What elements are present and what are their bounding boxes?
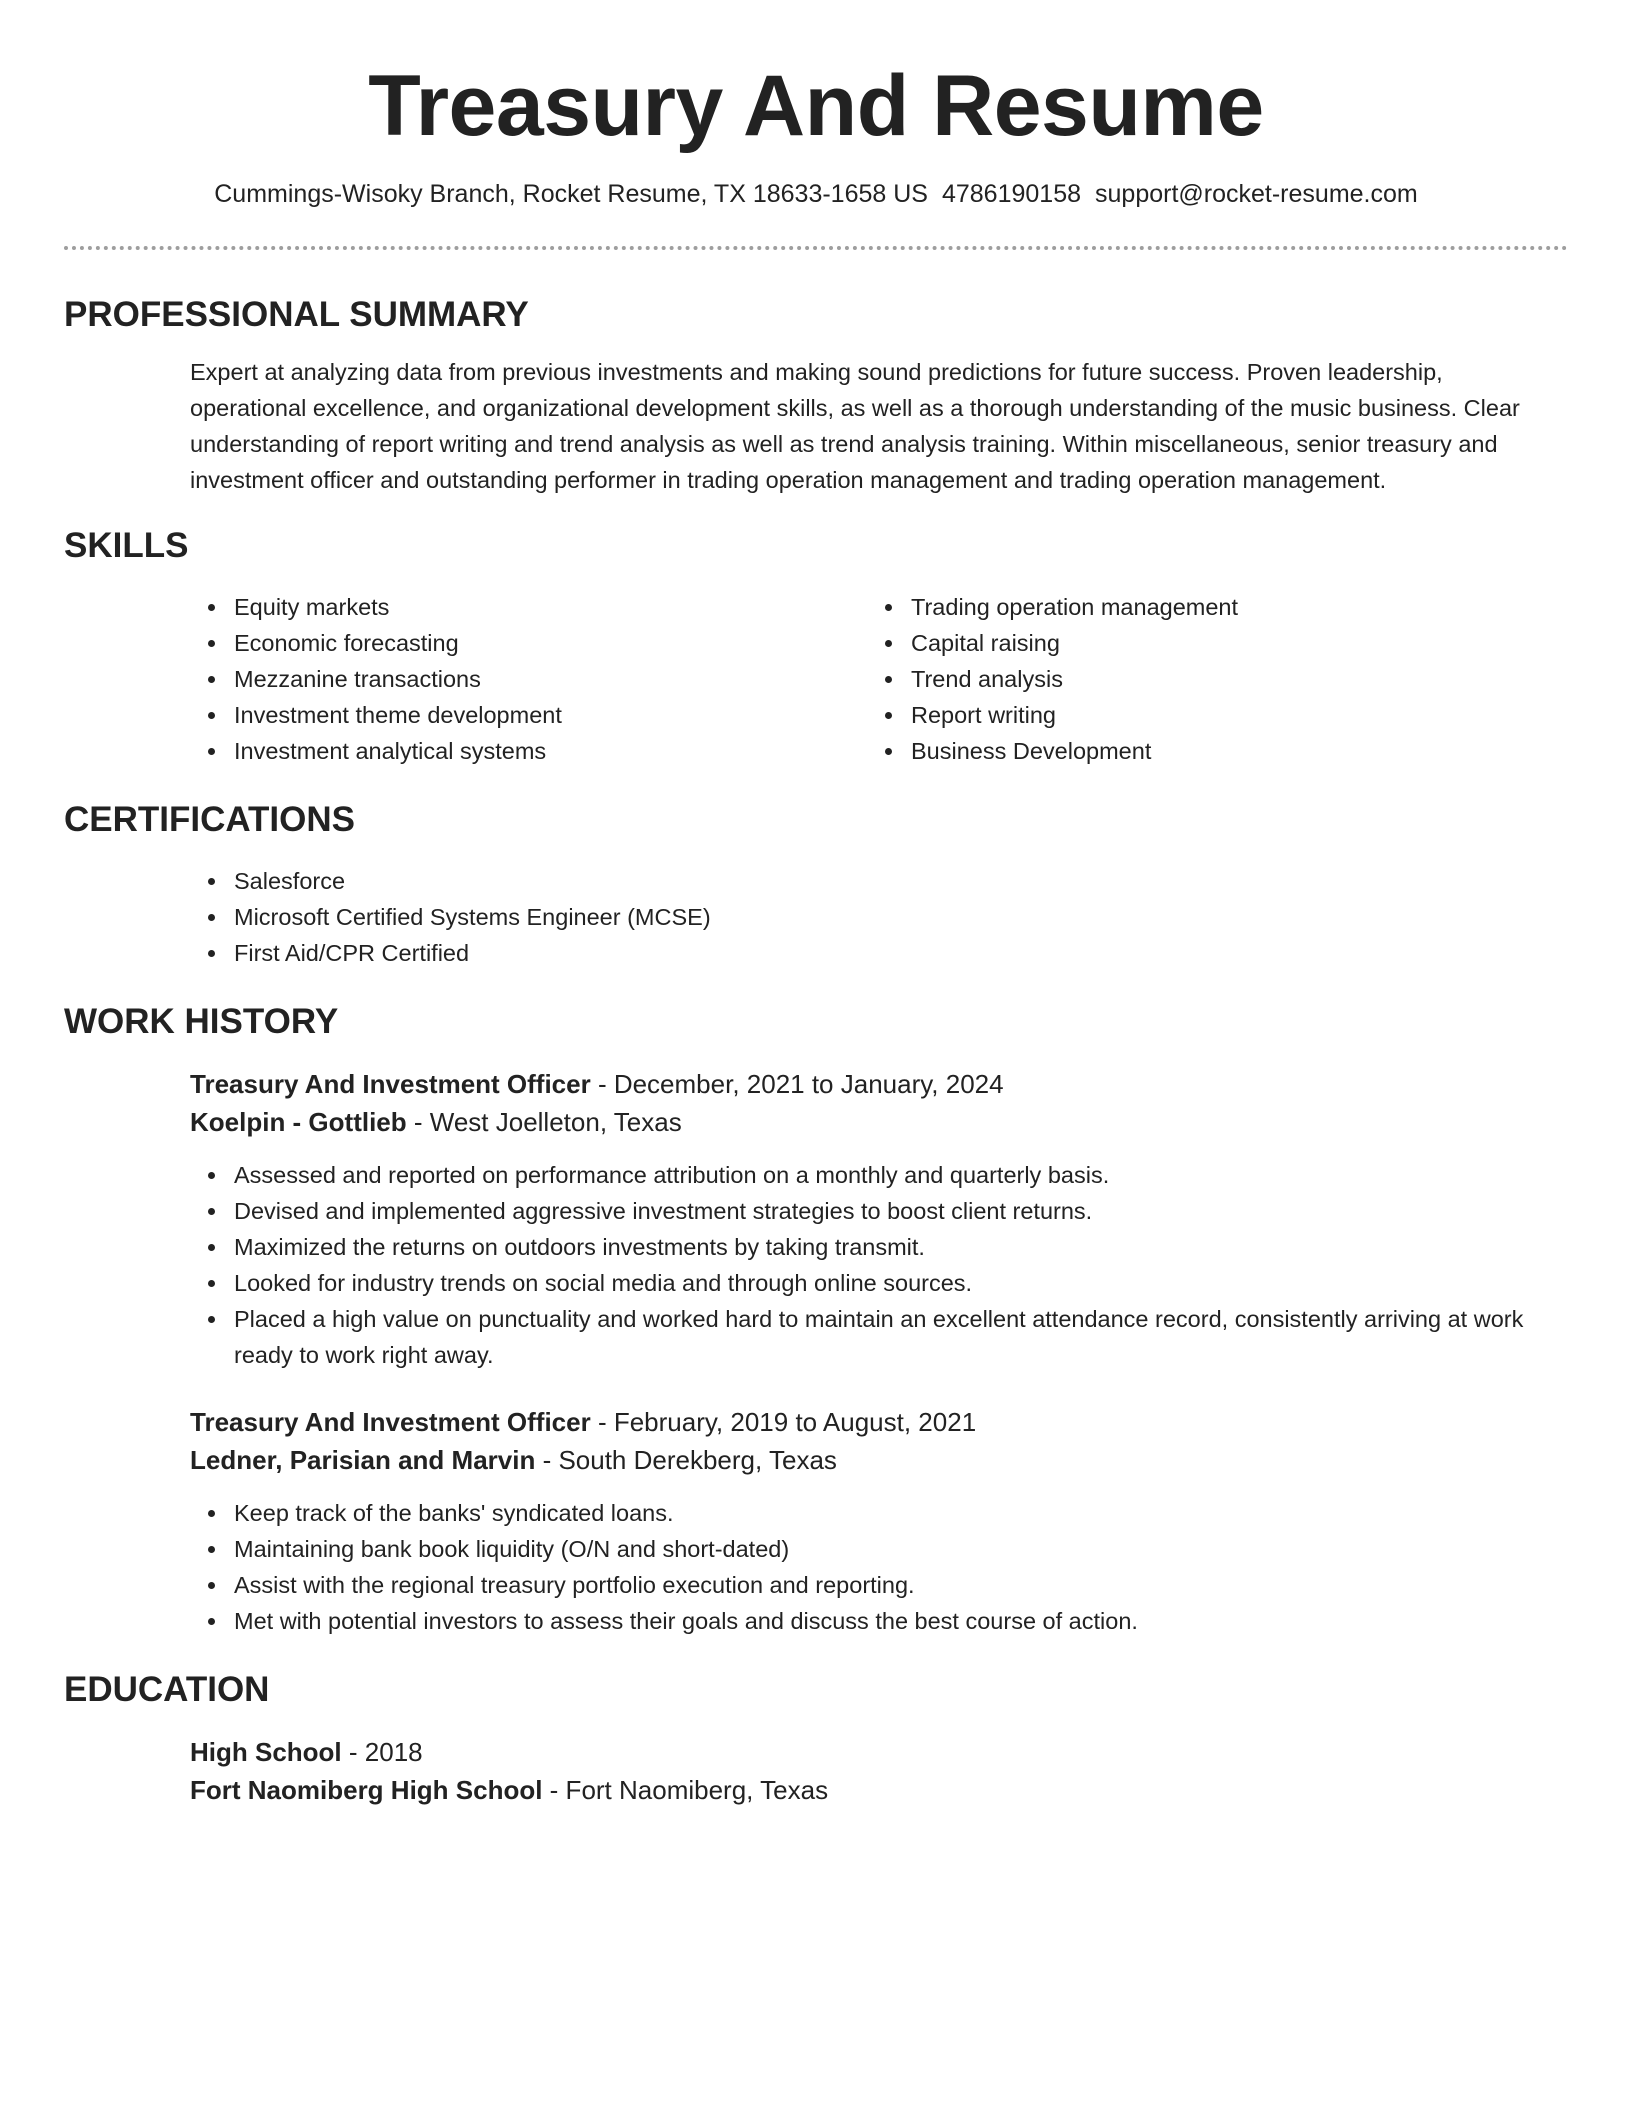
skills-list-left <box>190 589 867 769</box>
education-heading: EDUCATION <box>64 1670 270 1709</box>
skill-item: Business Development <box>911 733 1544 769</box>
job-bullet: Assessed and reported on performance attribution on a monthly and quarterly basis. <box>234 1157 1544 1193</box>
work-history-heading: WORK HISTORY <box>64 1002 339 1041</box>
skill-item: Report writing <box>911 697 1544 733</box>
education-location: - Fort Naomiberg, Texas <box>542 1775 829 1805</box>
work-history-section <box>64 1001 1568 1639</box>
skill-item: Trend analysis <box>911 661 1544 697</box>
summary-heading: PROFESSIONAL SUMMARY <box>64 295 529 334</box>
education-entry <box>190 1733 1544 1809</box>
contact-address: Cummings-Wisoky Branch, Rocket Resume, TX 18633-1658 US <box>214 180 928 208</box>
job-entry <box>190 1403 1544 1639</box>
job-title-line <box>190 1403 1544 1441</box>
job-bullet: Placed a high value on punctuality and worked hard to maintain an excellent attendance record, consistently arriving at work ready to work right away. <box>234 1301 1544 1373</box>
skills-section <box>64 525 1568 769</box>
certification-item: Salesforce <box>234 863 1544 899</box>
education-year: - 2018 <box>341 1737 423 1767</box>
contact-line <box>64 178 1568 210</box>
certifications-heading: CERTIFICATIONS <box>64 800 356 839</box>
skill-item: Trading operation management <box>911 589 1544 625</box>
skill-item: Capital raising <box>911 625 1544 661</box>
resume-name: Treasury And Resume <box>368 58 1264 154</box>
job-bullets <box>190 1157 1544 1373</box>
education-degree: High School <box>190 1737 342 1767</box>
job-company: Koelpin - Gottlieb <box>190 1107 407 1137</box>
skill-item: Investment theme development <box>234 697 867 733</box>
job-bullet: Keep track of the banks' syndicated loans. <box>234 1495 1544 1531</box>
contact-phone: 4786190158 <box>941 180 1082 208</box>
skills-list-right <box>867 589 1544 769</box>
job-bullet: Met with potential investors to assess their goals and discuss the best course of action. <box>234 1603 1544 1639</box>
skills-heading: SKILLS <box>64 526 189 565</box>
job-title-line <box>190 1065 1544 1103</box>
education-degree-line <box>190 1733 1544 1771</box>
certification-item: Microsoft Certified Systems Engineer (MCSE) <box>234 899 1544 935</box>
job-company: Ledner, Parisian and Marvin <box>190 1445 536 1475</box>
skill-item: Investment analytical systems <box>234 733 867 769</box>
job-company-line <box>190 1103 1544 1141</box>
job-title: Treasury And Investment Officer <box>190 1069 591 1099</box>
skill-item: Economic forecasting <box>234 625 867 661</box>
certifications-section <box>64 799 1568 971</box>
header-divider <box>64 246 1568 250</box>
job-bullet: Devised and implemented aggressive investment strategies to boost client returns. <box>234 1193 1544 1229</box>
certifications-list <box>190 863 1544 971</box>
skill-item: Equity markets <box>234 589 867 625</box>
job-company-line <box>190 1441 1544 1479</box>
job-entry <box>190 1065 1544 1373</box>
certification-item: First Aid/CPR Certified <box>234 935 1544 971</box>
summary-section <box>64 294 1568 498</box>
education-section <box>64 1669 1568 1809</box>
job-dates: - December, 2021 to January, 2024 <box>590 1069 1004 1099</box>
job-location: - South Derekberg, Texas <box>535 1445 837 1475</box>
education-school: Fort Naomiberg High School <box>190 1775 543 1805</box>
job-bullet: Looked for industry trends on social media and through online sources. <box>234 1265 1544 1301</box>
job-location: - West Joelleton, Texas <box>406 1107 682 1137</box>
job-bullets <box>190 1495 1544 1639</box>
job-title: Treasury And Investment Officer <box>190 1407 591 1437</box>
job-bullet: Assist with the regional treasury portfolio execution and reporting. <box>234 1567 1544 1603</box>
skill-item: Mezzanine transactions <box>234 661 867 697</box>
summary-text: Expert at analyzing data from previous investments and making sound predictions for future success. Proven leadership, operational excellence, and organizational development skills, as well as a thorough understanding of the music business. Clear understanding of report writing and trend analysis as well as trend analysis training. Within miscellaneous, senior treasury and investment officer and outstanding performer in trading operation management and trading operation management. <box>190 359 1520 493</box>
job-dates: - February, 2019 to August, 2021 <box>590 1407 977 1437</box>
education-school-line <box>190 1771 1544 1809</box>
contact-email: support@rocket-resume.com <box>1095 180 1418 208</box>
job-bullet: Maintaining bank book liquidity (O/N and short-dated) <box>234 1531 1544 1567</box>
job-bullet: Maximized the returns on outdoors investments by taking transmit. <box>234 1229 1544 1265</box>
